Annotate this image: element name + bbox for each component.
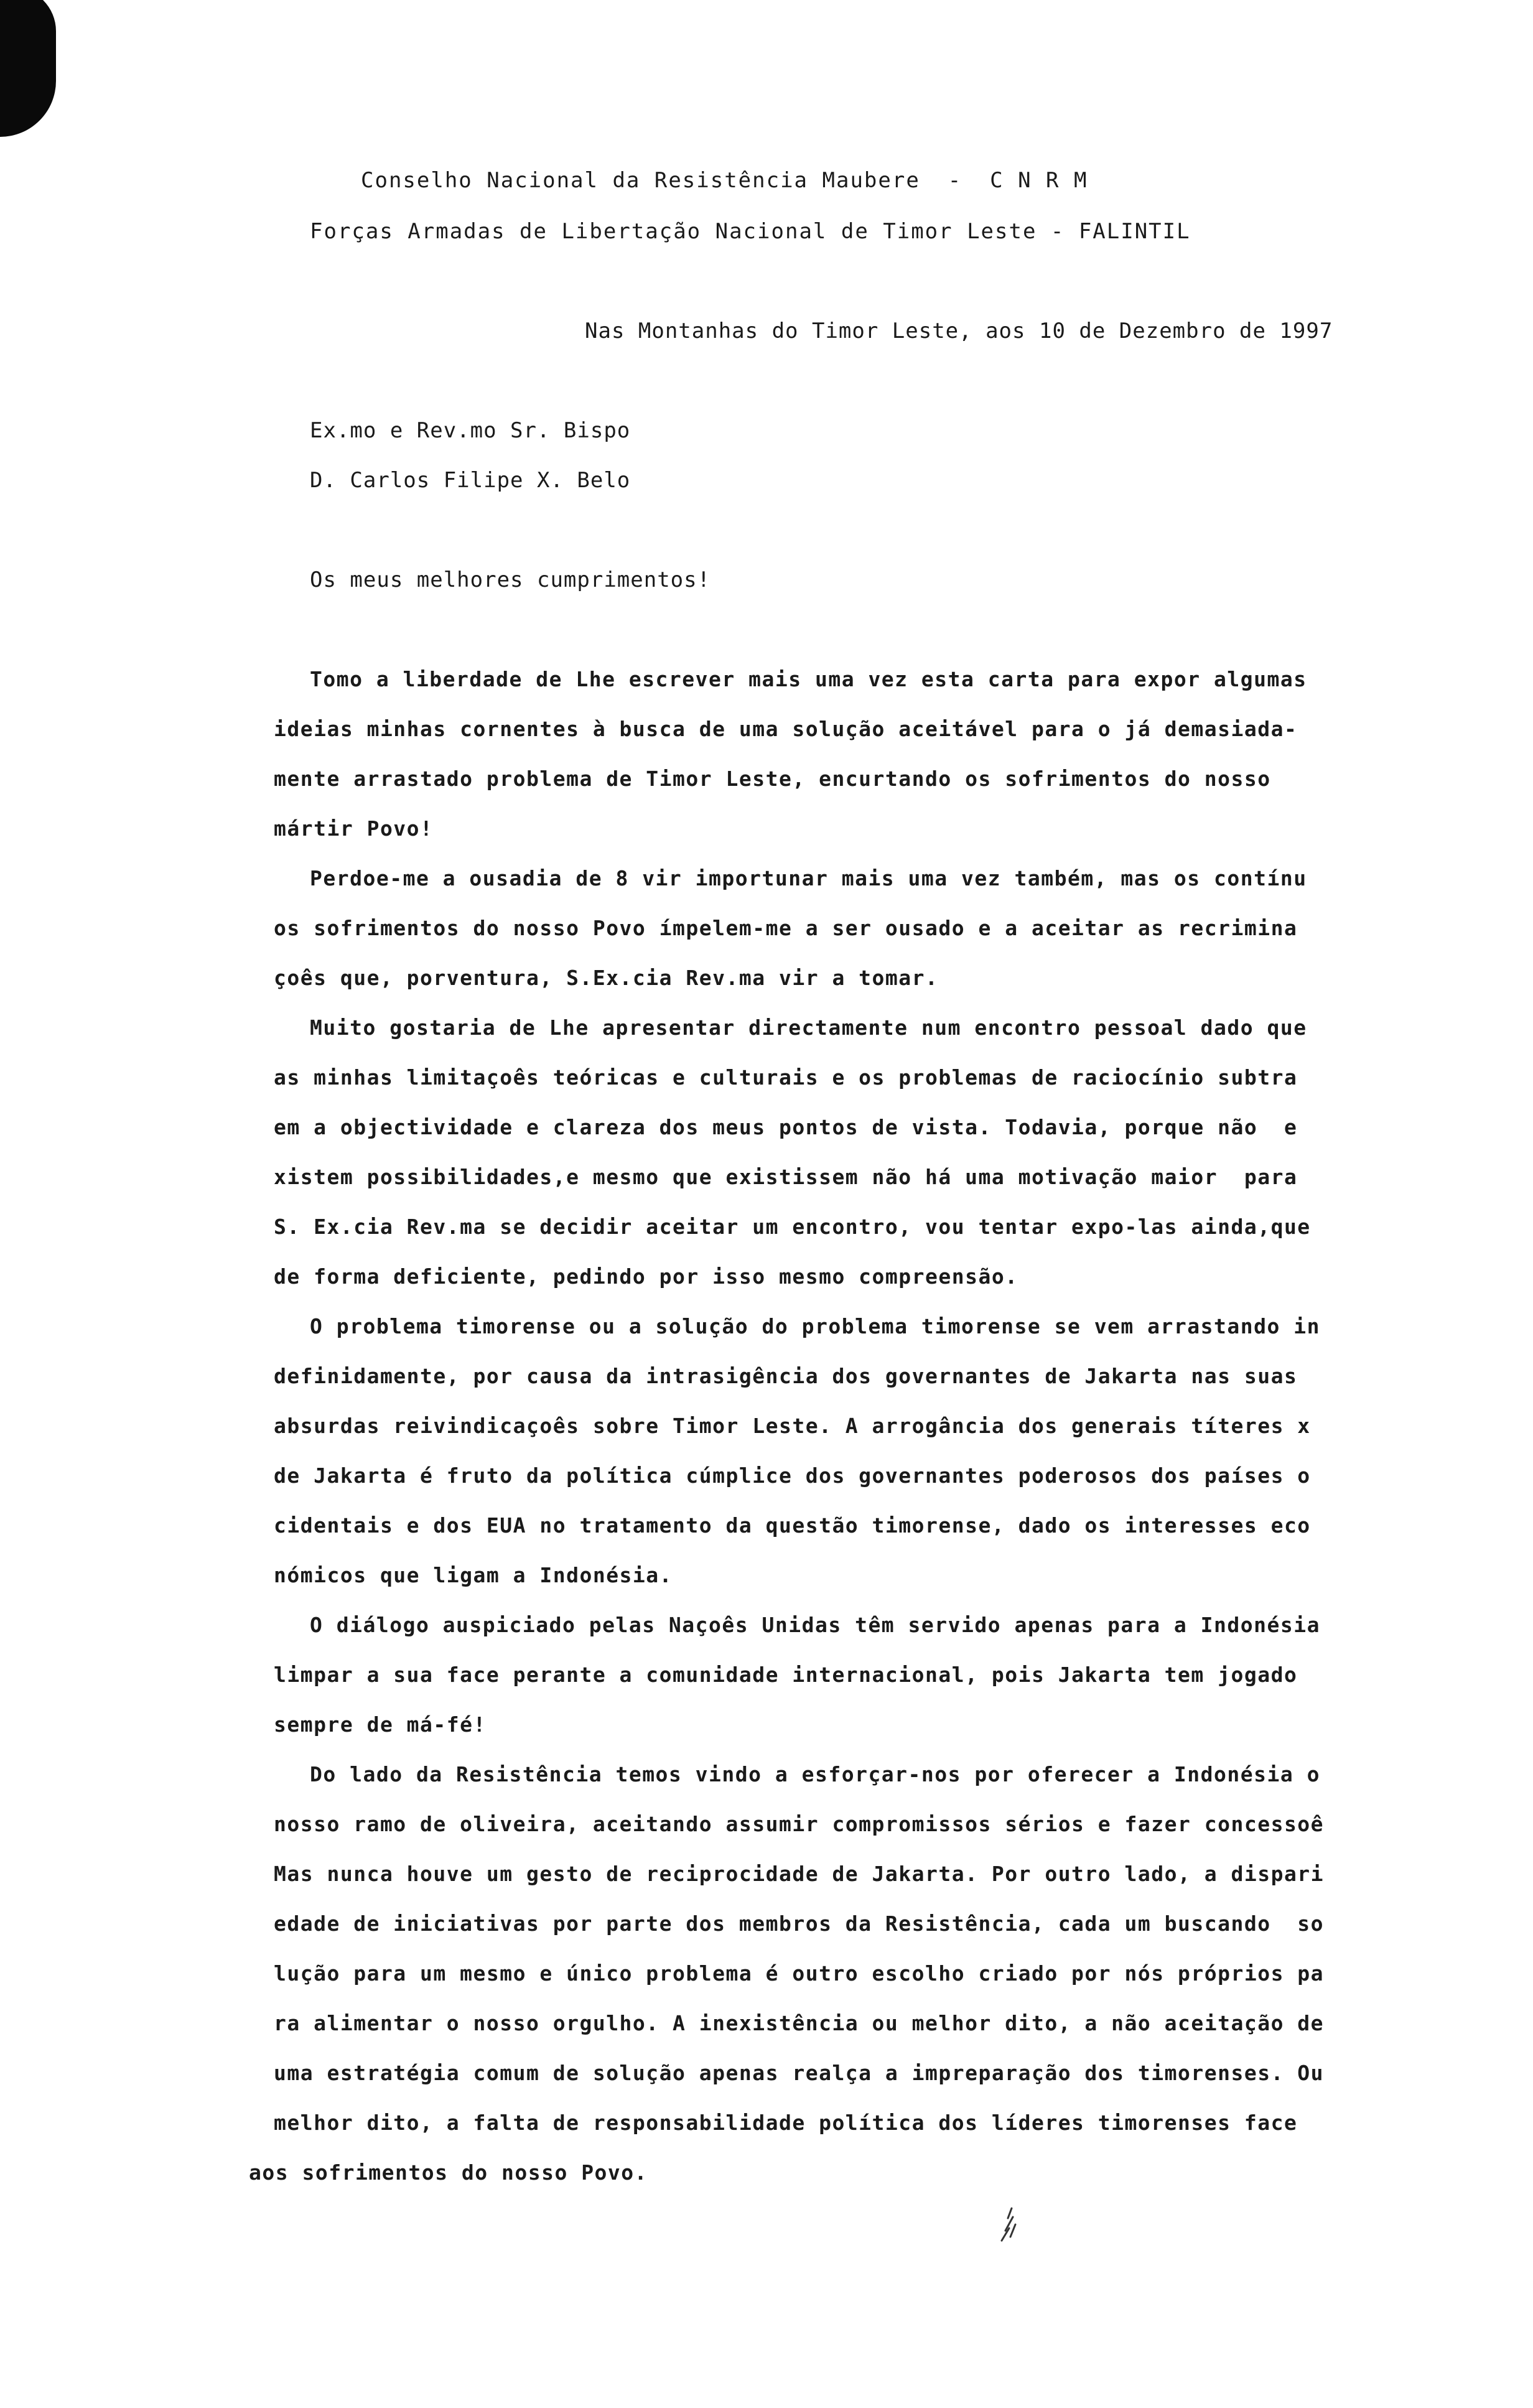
body-line: de Jakarta é fruto da política cúmplice dos governantes poderosos dos países o xyxy=(274,1463,1311,1488)
body-line: nómicos que ligam a Indonésia. xyxy=(274,1563,673,1587)
body-line: S. Ex.cia Rev.ma se decidir aceitar um encontro, vou tentar expo-las ainda,que xyxy=(274,1215,1311,1239)
body-line: ra alimentar o nosso orgulho. A inexistência ou melhor dito, a não aceitação de xyxy=(274,2011,1325,2035)
body-line: nosso ramo de oliveira, aceitando assumir compromissos sérios e fazer concessoê xyxy=(274,1812,1325,1836)
body-line: edade de iniciativas por parte dos membros da Resistência, cada um buscando so xyxy=(274,1911,1325,1936)
body-line: ideias minhas cornentes à busca de uma solução aceitável para o já demasiada- xyxy=(274,717,1298,741)
body-line: as minhas limitaçoês teóricas e culturais e os problemas de raciocínio subtra xyxy=(274,1065,1298,1090)
body-line: melhor dito, a falta de responsabilidade política dos líderes timorenses face xyxy=(274,2111,1298,2135)
body-line: lução para um mesmo e único problema é outro escolho criado por nós próprios pa xyxy=(274,1961,1325,1986)
body-line: limpar a sua face perante a comunidade internacional, pois Jakarta tem jogado xyxy=(274,1663,1298,1687)
handwritten-mark-icon xyxy=(997,2206,1022,2243)
body-line: Tomo a liberdade de Lhe escrever mais uma vez esta carta para expor algumas xyxy=(310,667,1307,691)
body-line: Perdoe-me a ousadia de 8 vir importunar mais uma vez também, mas os contínu xyxy=(310,866,1307,890)
body-line: uma estratégia comum de solução apenas realça a impreparação dos timorenses. Ou xyxy=(274,2061,1325,2085)
punch-hole-mark xyxy=(0,0,56,137)
body-line: absurdas reivindicaçoês sobre Timor Leste. A arrogância dos generais títeres x xyxy=(274,1414,1311,1438)
body-line: sempre de má-fé! xyxy=(274,1712,487,1737)
body-line: de forma deficiente, pedindo por isso mesmo compreensão. xyxy=(274,1264,1018,1289)
letterhead-line-1: Conselho Nacional da Resistência Maubere - C N R M xyxy=(361,168,1088,193)
body-line: O problema timorense ou a solução do problema timorense se vem arrastando in xyxy=(310,1314,1320,1338)
body-line: aos sofrimentos do nosso Povo. xyxy=(249,2160,648,2185)
body-line: mente arrastado problema de Timor Leste, encurtando os sofrimentos do nosso xyxy=(274,767,1271,791)
addressee-line-2: D. Carlos Filipe X. Belo xyxy=(310,468,631,493)
body-line: xistem possibilidades,e mesmo que existissem não há uma motivação maior para xyxy=(274,1165,1298,1189)
body-line: em a objectividade e clareza dos meus pontos de vista. Todavia, porque não e xyxy=(274,1115,1298,1139)
body-line: definidamente, por causa da intrasigência dos governantes de Jakarta nas suas xyxy=(274,1364,1298,1388)
body-line: cidentais e dos EUA no tratamento da questão timorense, dado os interesses eco xyxy=(274,1513,1311,1538)
addressee-line-1: Ex.mo e Rev.mo Sr. Bispo xyxy=(310,418,631,443)
body-line: Muito gostaria de Lhe apresentar directamente num encontro pessoal dado que xyxy=(310,1015,1307,1040)
letterhead-line-2: Forças Armadas de Libertação Nacional de Timor Leste - FALINTIL xyxy=(310,219,1191,244)
body-line: çoês que, porventura, S.Ex.cia Rev.ma vir a tomar. xyxy=(274,966,939,990)
dateline: Nas Montanhas do Timor Leste, aos 10 de Dezembro de 1997 xyxy=(585,319,1333,343)
body-line: os sofrimentos do nosso Povo ímpelem-me a ser ousado e a aceitar as recrimina xyxy=(274,916,1298,940)
body-line: Mas nunca houve um gesto de reciprocidade de Jakarta. Por outro lado, a dispari xyxy=(274,1862,1325,1886)
body-line: Do lado da Resistência temos vindo a esforçar-nos por oferecer a Indonésia o xyxy=(310,1762,1320,1786)
body-line: O diálogo auspiciado pelas Naçoês Unidas têm servido apenas para a Indonésia xyxy=(310,1613,1320,1637)
body-line: mártir Povo! xyxy=(274,816,434,841)
greeting: Os meus melhores cumprimentos! xyxy=(310,567,711,592)
